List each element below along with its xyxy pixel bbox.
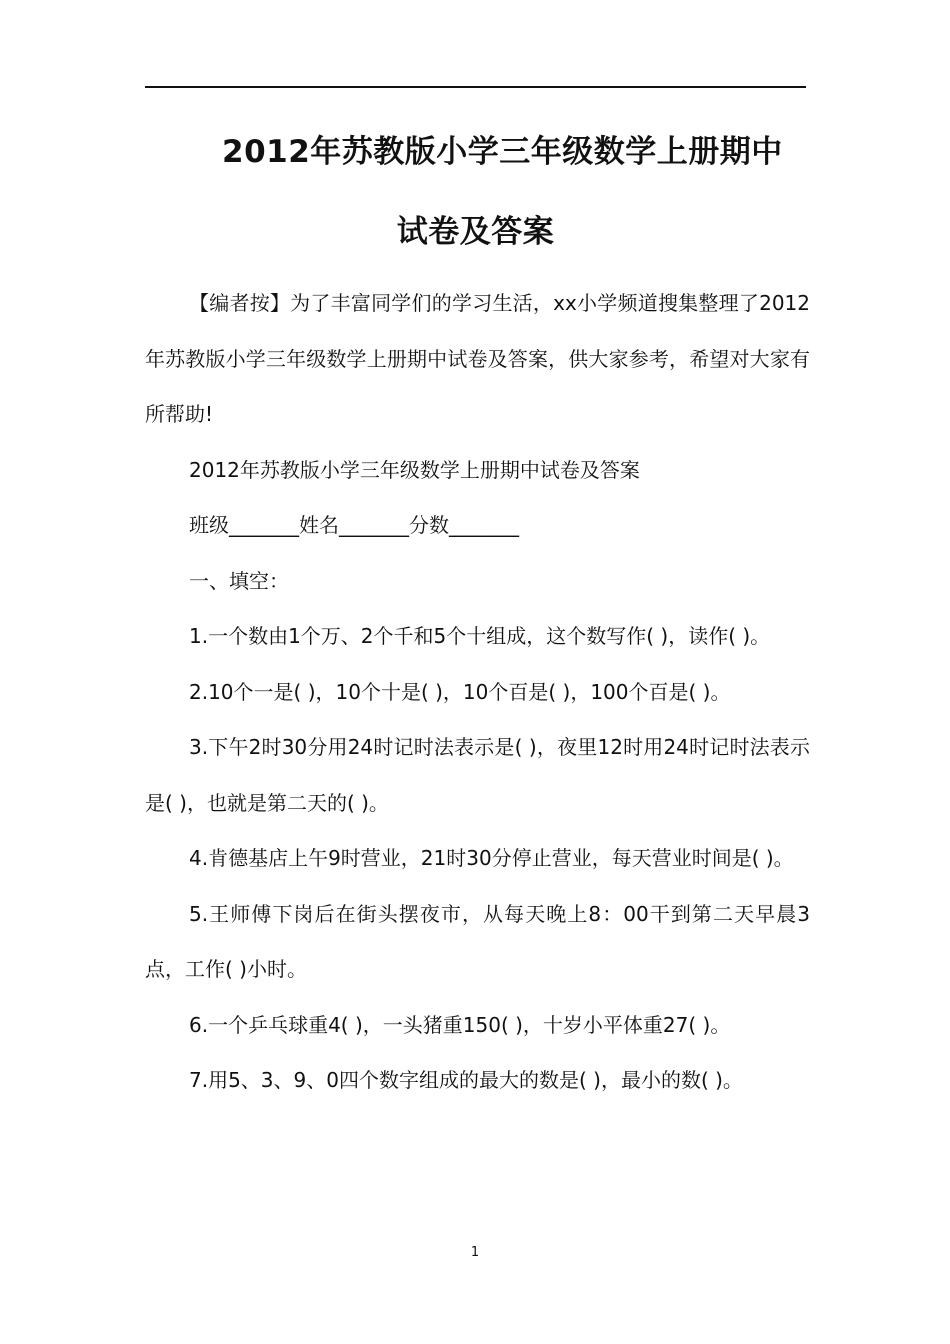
question-3: 3.下午2时30分用24时记时法表示是( )，夜里12时用24时记时法表示是( )，也就是第二天的( )。 [145,735,810,815]
question-6: 6.一个乒乓球重4( )，一头猪重150( )，十岁小平体重27( )。 [189,1012,731,1037]
student-info-line: 班级_______姓名_______分数_______ [189,513,519,537]
editor-note: 【编者按】为了丰富同学们的学习生活，xx小学频道搜集整理了2012年苏教版小学三年级数学上册期中试卷及答案，供大家参考，希望对大家有所帮助! [145,291,810,426]
question-1: 1.一个数由1个万、2个千和5个十组成，这个数写作( )，读作( )。 [189,624,771,648]
question-2: 2.10个一是( )，10个十是( )，10个百是( )，100个百是( )。 [189,679,731,704]
question-7: 7.用5、3、9、0四个数字组成的最大的数是( )，最小的数( )。 [189,1068,743,1092]
header-rule [145,86,806,88]
document-title-line-2: 试卷及答案 [396,214,555,250]
question-4: 4.肯德基店上午9时营业，21时30分停止营业，每天营业时间是( )。 [189,846,794,870]
section-heading: 一、填空： [189,568,289,593]
document-body [145,276,810,1109]
subtitle: 2012年苏教版小学三年级数学上册期中试卷及答案 [189,457,640,482]
document-title-line-1: 2012年苏教版小学三年级数学上册期中 [222,134,783,170]
question-5: 5.王师傅下岗后在街头摆夜市，从每天晚上8：00干到第二天早晨3点，工作( )小时。 [145,901,810,981]
page-number: 1 [470,1245,480,1260]
